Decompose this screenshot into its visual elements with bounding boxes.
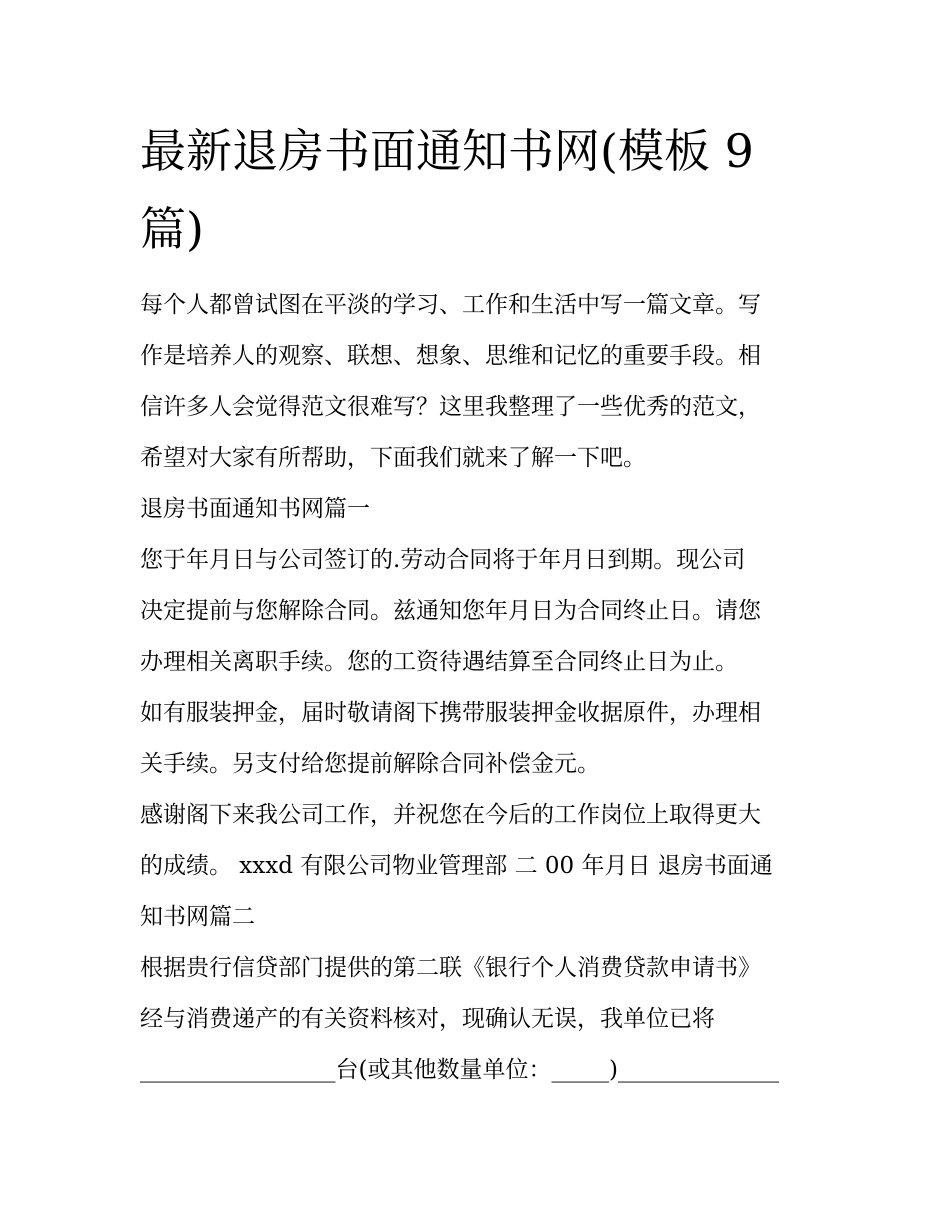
- paragraph-line: 根据贵行信贷部门提供的第二联《银行个人消费贷款申请书》: [140, 955, 761, 981]
- paragraph-line: 感谢阁下来我公司工作，并祝您在今后的工作岗位上取得更大: [140, 802, 761, 828]
- title-line-2: 篇): [140, 202, 204, 256]
- section-heading: 知书网篇二: [140, 904, 255, 930]
- document-body: [140, 280, 820, 1096]
- paragraph-line: 的成绩。 xxxd 有限公司物业管理部 二 00 年月日 退房书面通: [140, 853, 773, 879]
- fill-in-blank-line: _________________台(或其他数量单位：_____)______________: [140, 1057, 779, 1083]
- paragraph-line: 决定提前与您解除合同。兹通知您年月日为合同终止日。请您: [140, 598, 761, 624]
- paragraph-line: 办理相关离职手续。您的工资待遇结算至合同终止日为止。: [140, 649, 738, 675]
- paragraph-line: 每个人都曾试图在平淡的学习、工作和生活中写一篇文章。写: [140, 292, 761, 318]
- paragraph-line: 如有服装押金，届时敬请阁下携带服装押金收据原件，办理相: [140, 700, 761, 726]
- document-title: [140, 112, 820, 268]
- paragraph-line: 希望对大家有所帮助，下面我们就来了解一下吧。: [140, 445, 646, 471]
- section-heading: 退房书面通知书网篇一: [140, 496, 370, 522]
- paragraph-line: 作是培养人的观察、联想、想象、思维和记忆的重要手段。相: [140, 343, 761, 369]
- paragraph-line: 关手续。另支付给您提前解除合同补偿金元。: [140, 751, 600, 777]
- paragraph-line: 您于年月日与公司签订的.劳动合同将于年月日到期。现公司: [140, 547, 746, 573]
- paragraph-line: 经与消费递产的有关资料核对，现确认无误，我单位已将: [140, 1006, 715, 1032]
- title-line-1: 最新退房书面通知书网(模板 9: [140, 124, 754, 178]
- paragraph-line: 信许多人会觉得范文很难写？这里我整理了一些优秀的范文，: [140, 394, 761, 420]
